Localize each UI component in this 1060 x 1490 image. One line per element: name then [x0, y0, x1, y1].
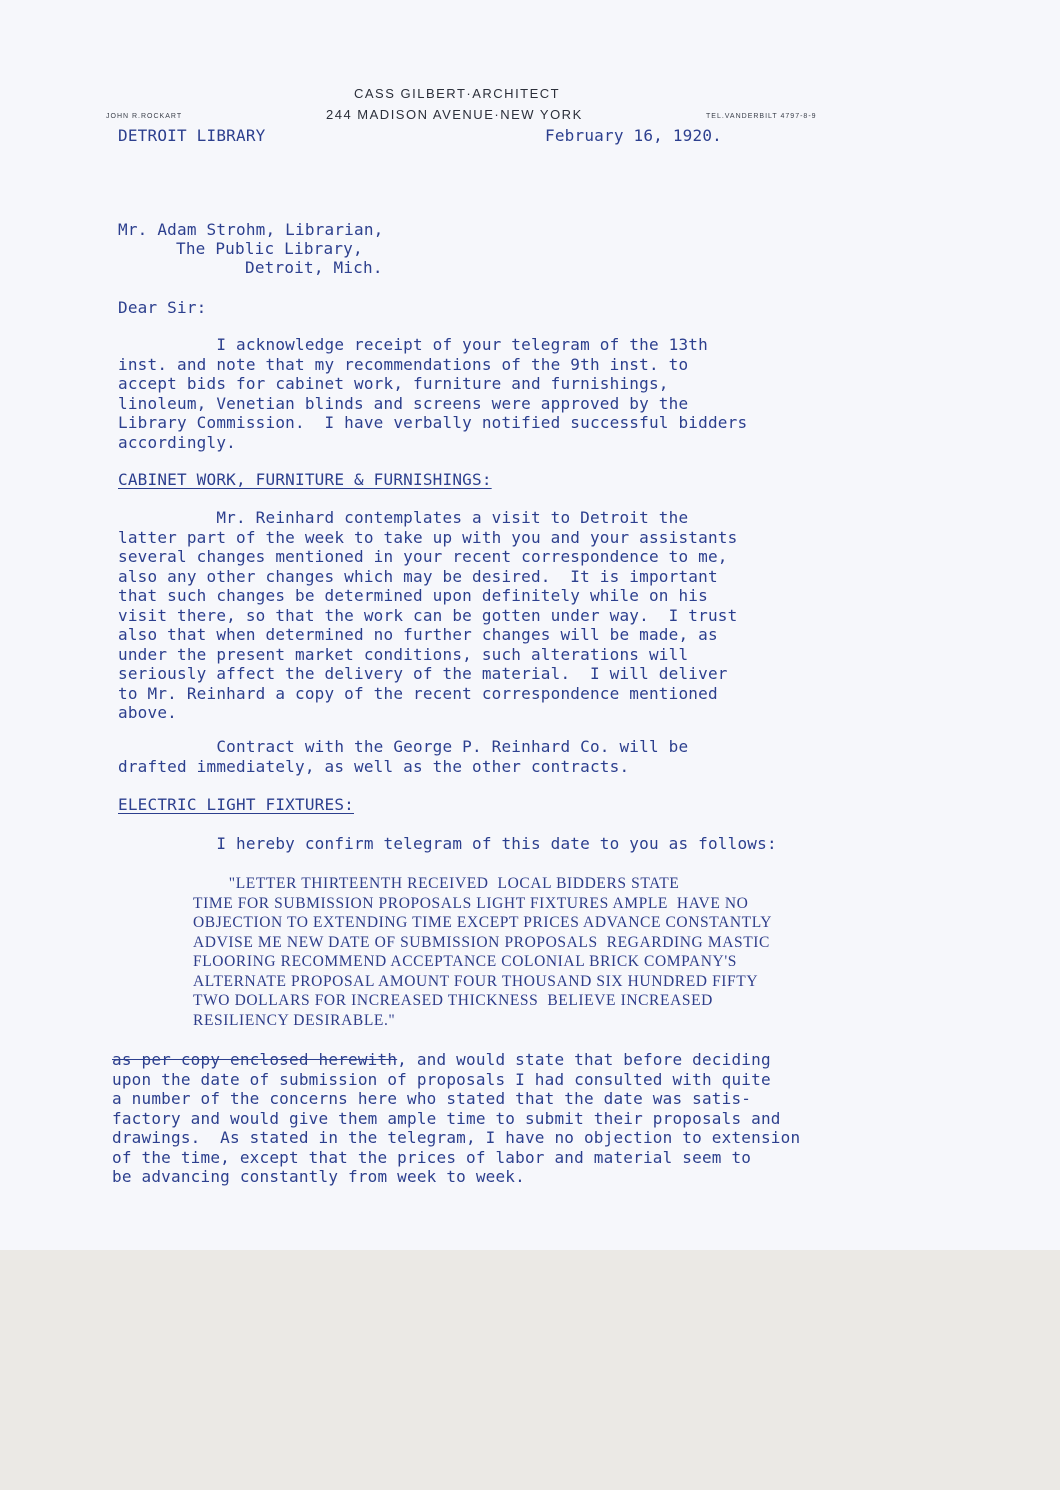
addressee-line-3: Detroit, Mich.	[245, 258, 383, 277]
letterhead-left-name: JOHN R.ROCKART	[106, 113, 183, 120]
letter-date: February 16, 1920.	[545, 126, 722, 145]
paragraph-confirm-telegram: I hereby confirm telegram of this date to you as follows:	[118, 834, 777, 853]
letterhead-address: 244 MADISON AVENUE·NEW YORK	[326, 107, 583, 122]
letterhead-telephone: TEL.VANDERBILT 4797-8-9	[706, 113, 817, 120]
letterhead-firm: CASS GILBERT·ARCHITECT	[354, 86, 561, 101]
closing-text: , and would state that before deciding upon the date of submission of proposals I had consulted with quite a number of the concerns here who stated that the date was satis- factory and would give them ample time to submit their proposals and drawings. As stated in the telegram, I have no objection to extension of the time, except that the prices of labor and material seem to be advancing constantly from week to week.	[112, 1050, 801, 1186]
paragraph-closing	[112, 1050, 800, 1187]
section-heading-light-fixtures: ELECTRIC LIGHT FIXTURES:	[118, 795, 354, 814]
addressee-line-1: Mr. Adam Strohm, Librarian,	[118, 220, 384, 239]
paragraph-acknowledgement: I acknowledge receipt of your telegram of the 13th inst. and note that my recommendations of the 9th inst. to accept bids for cabinet work, furniture and furnishings, linoleum, Venetian blinds and screens were approved by the Library Commission. I have verbally notified successful bidders accordingly.	[118, 335, 748, 452]
scan-background	[0, 1250, 1060, 1490]
project-title: DETROIT LIBRARY	[118, 126, 266, 145]
section-heading-cabinet-work: CABINET WORK, FURNITURE & FURNISHINGS:	[118, 470, 492, 489]
telegram-text: "LETTER THIRTEENTH RECEIVED LOCAL BIDDERS STATE TIME FOR SUBMISSION PROPOSALS LIGHT FIXTURES AMPLE HAVE NO OBJECTION TO EXTENDING TIME EXCEPT PRICES ADVANCE CONSTANTLY ADVISE ME NEW DATE OF SUBMISSION PROPOSALS REGARDING MASTIC FLOORING RECOMMEND ACCEPTANCE COLONIAL BRICK COMPANY'S ALTERNATE PROPOSAL AMOUNT FOUR THOUSAND SIX HUNDRED FIFTY TWO DOLLARS FOR INCREASED THICKNESS BELIEVE INCREASED RESILIENCY DESIRABLE."	[193, 875, 773, 1029]
addressee-line-2: The Public Library,	[176, 239, 363, 258]
salutation: Dear Sir:	[118, 298, 207, 317]
paragraph-contract: Contract with the George P. Reinhard Co. will be drafted immediately, as well as the other contracts.	[118, 737, 689, 776]
struck-text: as per copy enclosed herewith	[112, 1050, 398, 1069]
paragraph-reinhard-visit: Mr. Reinhard contemplates a visit to Detroit the latter part of the week to take up with you and your assistants several changes mentioned in your recent correspondence to me, also any other changes which may be desired. It is important that such changes be determined upon definitely while on his visit there, so that the work can be gotten under way. I trust also that when determined no further changes will be made, as under the present market conditions, such alterations will seriously affect the delivery of the material. I will deliver to Mr. Reinhard a copy of the recent correspondence mentioned above.	[118, 508, 738, 722]
